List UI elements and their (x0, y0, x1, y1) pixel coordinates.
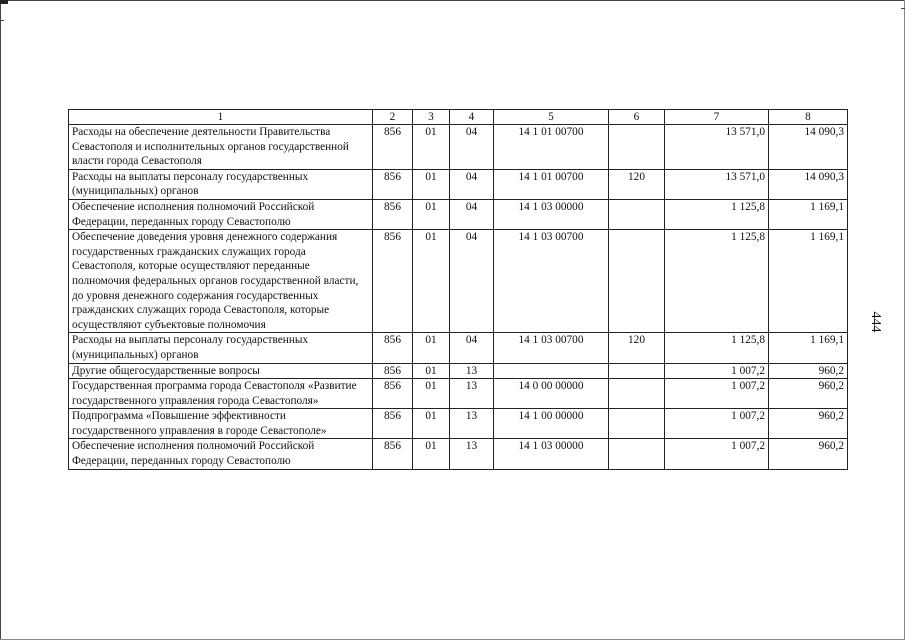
table-row (69, 125, 848, 170)
cell-name: Расходы на обеспечение деятельности Правительства Севастополя и исполнительных органов государственной власти города Севастополя (69, 125, 373, 170)
cell-col-2: 856 (373, 379, 413, 409)
cell-col-4: 13 (450, 439, 494, 469)
cell-col-5: 14 1 03 00000 (494, 439, 609, 469)
cell-col-7: 1 125,8 (665, 199, 769, 229)
cell-col-3: 01 (413, 333, 450, 363)
scan-tick-right (901, 8, 905, 9)
cell-col-2: 856 (373, 363, 413, 379)
cell-col-3: 01 (413, 409, 450, 439)
cell-col-4: 13 (450, 379, 494, 409)
header-col-8: 8 (769, 110, 848, 125)
cell-col-5: 14 1 01 00700 (494, 125, 609, 170)
header-col-6: 6 (609, 110, 665, 125)
cell-col-2: 856 (373, 230, 413, 333)
cell-col-2: 856 (373, 199, 413, 229)
cell-col-2: 856 (373, 409, 413, 439)
cell-col-7: 1 125,8 (665, 230, 769, 333)
cell-col-3: 01 (413, 199, 450, 229)
cell-col-3: 01 (413, 439, 450, 469)
cell-col-6: 120 (609, 333, 665, 363)
cell-col-4: 04 (450, 169, 494, 199)
header-col-3: 3 (413, 110, 450, 125)
cell-col-2: 856 (373, 125, 413, 170)
table-row (69, 363, 848, 379)
cell-name: Обеспечение исполнения полномочий Российской Федерации, переданных городу Севастополю (69, 439, 373, 469)
header-col-5: 5 (494, 110, 609, 125)
cell-name: Другие общегосударственные вопросы (69, 363, 373, 379)
cell-col-5: 14 1 03 00700 (494, 230, 609, 333)
cell-col-3: 01 (413, 169, 450, 199)
table-header-row (69, 110, 848, 125)
cell-col-8: 960,2 (769, 363, 848, 379)
cell-col-4: 04 (450, 230, 494, 333)
cell-col-8: 14 090,3 (769, 125, 848, 170)
cell-col-5: 14 1 00 00000 (494, 409, 609, 439)
cell-col-6 (609, 409, 665, 439)
table-row (69, 169, 848, 199)
cell-col-6 (609, 363, 665, 379)
table-row (69, 379, 848, 409)
cell-col-6 (609, 439, 665, 469)
page-number: 444 (868, 311, 883, 333)
cell-col-5: 14 1 03 00700 (494, 333, 609, 363)
cell-col-8: 960,2 (769, 379, 848, 409)
cell-col-6 (609, 125, 665, 170)
header-col-7: 7 (665, 110, 769, 125)
cell-name: Обеспечение доведения уровня денежного содержания государственных гражданских служащих города Севастополя, которые осуществляют переданные полномочия федеральных органов государственной власти, до уровня денежного содержания государственных гражданских служащих города Севастополя, которые осуществляют субъектовые полномочия (69, 230, 373, 333)
cell-col-6 (609, 199, 665, 229)
table-row (69, 333, 848, 363)
table-row (69, 199, 848, 229)
cell-col-4: 04 (450, 199, 494, 229)
cell-col-3: 01 (413, 230, 450, 333)
cell-col-8: 1 169,1 (769, 333, 848, 363)
cell-col-8: 14 090,3 (769, 169, 848, 199)
cell-col-3: 01 (413, 125, 450, 170)
cell-col-7: 1 007,2 (665, 363, 769, 379)
cell-col-7: 13 571,0 (665, 125, 769, 170)
cell-col-7: 1 007,2 (665, 379, 769, 409)
cell-col-5 (494, 363, 609, 379)
table-row (69, 230, 848, 333)
table-row (69, 439, 848, 469)
cell-col-2: 856 (373, 333, 413, 363)
cell-col-5: 14 1 01 00700 (494, 169, 609, 199)
cell-col-4: 13 (450, 363, 494, 379)
page-border-top (0, 0, 905, 1)
header-col-2: 2 (373, 110, 413, 125)
cell-col-8: 960,2 (769, 439, 848, 469)
cell-col-4: 04 (450, 333, 494, 363)
table-body (69, 125, 848, 470)
cell-col-7: 1 007,2 (665, 409, 769, 439)
cell-col-3: 01 (413, 363, 450, 379)
scan-tick-left (0, 20, 4, 21)
cell-col-6 (609, 230, 665, 333)
header-col-4: 4 (450, 110, 494, 125)
cell-col-8: 960,2 (769, 409, 848, 439)
cell-col-6 (609, 379, 665, 409)
cell-col-2: 856 (373, 439, 413, 469)
cell-col-7: 1 007,2 (665, 439, 769, 469)
cell-col-7: 1 125,8 (665, 333, 769, 363)
cell-name: Подпрограмма «Повышение эффективности государственного управления в городе Севастополе» (69, 409, 373, 439)
cell-col-8: 1 169,1 (769, 199, 848, 229)
budget-table (68, 109, 848, 470)
cell-col-8: 1 169,1 (769, 230, 848, 333)
cell-name: Расходы на выплаты персоналу государственных (муниципальных) органов (69, 333, 373, 363)
cell-col-3: 01 (413, 379, 450, 409)
cell-name: Расходы на выплаты персоналу государственных (муниципальных) органов (69, 169, 373, 199)
cell-col-4: 13 (450, 409, 494, 439)
cell-col-5: 14 1 03 00000 (494, 199, 609, 229)
cell-name: Государственная программа города Севастополя «Развитие государственного управления города Севастополя» (69, 379, 373, 409)
cell-col-6: 120 (609, 169, 665, 199)
header-col-1: 1 (69, 110, 373, 125)
cell-col-4: 04 (450, 125, 494, 170)
cell-name: Обеспечение исполнения полномочий Российской Федерации, переданных городу Севастополю (69, 199, 373, 229)
cell-col-5: 14 0 00 00000 (494, 379, 609, 409)
scan-corner-mark (0, 0, 8, 4)
cell-col-7: 13 571,0 (665, 169, 769, 199)
cell-col-2: 856 (373, 169, 413, 199)
table-row (69, 409, 848, 439)
page-border-left (0, 0, 1, 640)
